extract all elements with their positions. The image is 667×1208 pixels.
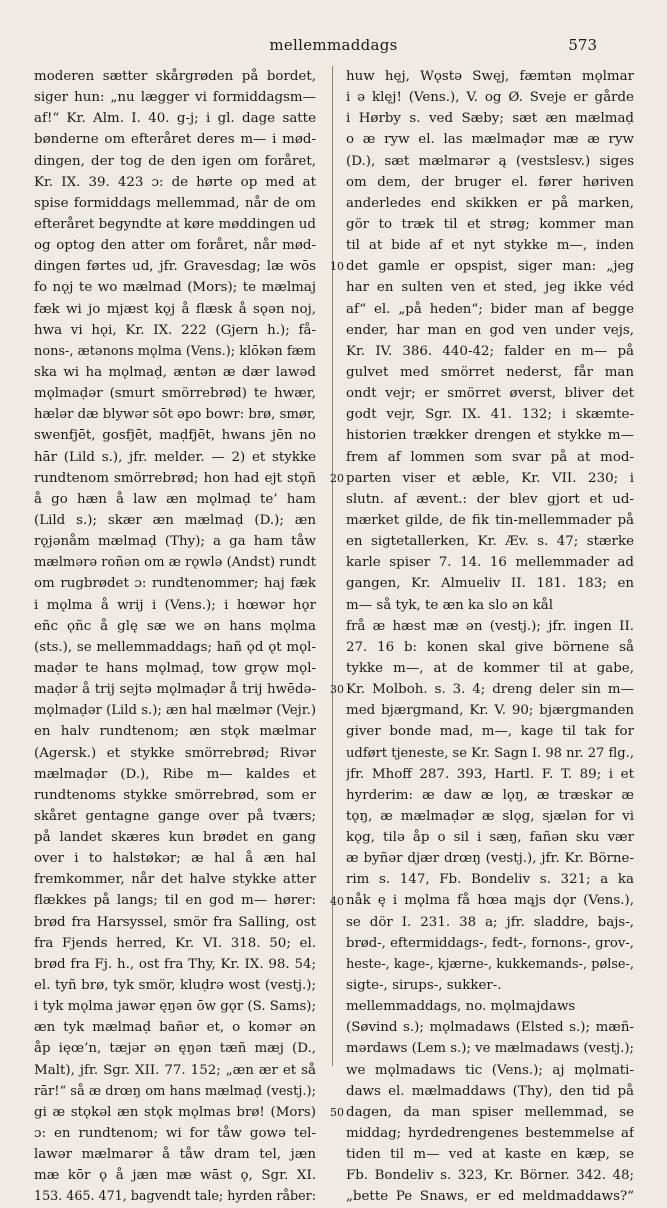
text-line (34, 468, 316, 489)
text-line-content: (D.), sæt mælmarər ą (vestslesv.) siges (346, 153, 634, 169)
text-line-content: af!“ Kr. Alm. I. 40. g-j; i gl. dage satte (34, 111, 316, 127)
text-line-content: (Agersk.) et stykke smörrebrød; Rivər (34, 745, 316, 761)
text-line (346, 827, 634, 848)
text-line-content: godt vejr, Sgr. IX. 41. 132; i skæmte- (346, 407, 634, 423)
text-line-content: rim s. 147, Fb. Bondeliv s. 321; a ka (346, 872, 634, 888)
text-line (34, 404, 316, 425)
text-line-content: Kr. Molboh. s. 3. 4; dreng deler sin m— (346, 682, 634, 698)
text-line (34, 383, 316, 404)
text-line-content: rǫjənåm mælmaḍ (Thy); a ga ham tåw (34, 534, 316, 550)
text-line-content: lawər mælmarər å tåw dram tel, jæn (34, 1147, 316, 1163)
text-line-content: gulvet med smörret nederst, får man (346, 364, 634, 380)
text-line-content: Malt), jfr. Sgr. XII. 77. 152; „æn ær et så (34, 1062, 316, 1078)
text-line (34, 869, 316, 890)
text-line (34, 743, 316, 764)
text-line-content: huw hęj, Wǫstə Swęj, fæmtən mǫlmar (346, 69, 634, 84)
text-line (34, 975, 316, 996)
text-line (346, 1102, 634, 1123)
text-line (346, 447, 634, 468)
right-column (346, 66, 634, 1208)
text-line (346, 425, 634, 446)
text-line (346, 996, 634, 1017)
text-line-content: hār (Lild s.), jfr. melder. — 2) et stykke (34, 449, 316, 465)
text-line (346, 277, 634, 298)
text-line-content: hwa vi hǫi, Kr. IX. 222 (Gjern h.); få- (34, 322, 316, 338)
text-line-content: se dör I. 231. 38 a; jfr. sladdre, bajs-, (346, 914, 634, 930)
text-line (34, 172, 316, 193)
text-line-content: til at bide af et nyt stykke m—, inden (346, 238, 634, 254)
text-line-content: mærket gilde, de fik tin-mellemmader på (346, 512, 634, 528)
text-line (34, 1017, 316, 1038)
running-head: mellemmaddags (269, 36, 398, 54)
text-line-content: om dem, der bruger el. fører høriven (346, 174, 634, 190)
text-line-content: maḍər te hans mǫlmaḍ, tow grǫw mǫl- (34, 660, 316, 676)
column-divider (332, 66, 333, 1066)
text-line (34, 806, 316, 827)
text-line-content: af“ el. „på heden“; bider man af begge (346, 301, 634, 317)
text-line-content: giver bonde mad, m—, kage til tak for (346, 724, 634, 740)
text-line (346, 573, 634, 594)
text-line-content: mæ kōr ǫ å jæn mæ wāst ǫ, Sgr. XI. (34, 1168, 316, 1184)
text-line (346, 510, 634, 531)
text-line-content: dingen førtes ud, jfr. Gravesdag; læ wōs (34, 259, 316, 275)
text-line-content: fo nǫj te wo mælmad (Mors); te mælmaj (34, 280, 316, 296)
text-line (34, 510, 316, 531)
text-line-content: efteråret begyndte at køre møddingen ud (34, 216, 316, 232)
text-line-content: brød fra Fj. h., ost fra Thy, Kr. IX. 98. 54; (34, 956, 316, 972)
text-line (34, 1123, 316, 1144)
text-line-content: gangen, Kr. Almueliv II. 181. 183; en (346, 576, 634, 592)
text-line-content: fremkommer, når det halve stykke atter (34, 872, 316, 888)
text-line-content: fæk wi jo mjæst kǫj å flæsk å sǫən noj, (34, 301, 316, 317)
text-line (346, 806, 634, 827)
text-line (346, 320, 634, 341)
text-line (346, 721, 634, 742)
text-line-content: sigte-, sirups-, sukker-. (346, 978, 502, 994)
text-line-content: i Hørby s. ved Sæby; sæt æn mælmaḍ (346, 111, 634, 127)
text-line (34, 129, 316, 150)
text-line (34, 679, 316, 700)
text-line-content: ender, har man en god ven under vejs, (346, 322, 634, 338)
text-line-content: maḍər å trij sejtə mǫlmaḍər å trij hwēdə- (34, 682, 316, 698)
text-line-content: ondt vejr; er smörret øverst, bliver det (346, 386, 634, 402)
text-line-content: mælmərə roñən om æ rǫwlə (Andst) rundt (34, 555, 316, 571)
text-line (346, 700, 634, 721)
text-line-content: kǫg, tilə åp o sil i sæŋ, fañən sku vær (346, 830, 634, 846)
text-line (34, 1038, 316, 1059)
text-line-content: Kr. IX. 39. 423 ɔ: de hørte op med at (34, 174, 316, 190)
text-line-content: Fb. Bondeliv s. 323, Kr. Börner. 342. 48; (346, 1168, 634, 1184)
line-number-marker: 40 (330, 894, 344, 908)
text-line-content: dagen, da man spiser mellemmad, se (346, 1104, 634, 1120)
text-line (34, 425, 316, 446)
text-line-content: heste-, kage-, kjærne-, kukkemands-, pølse-, (346, 956, 634, 972)
text-line-content: i mǫlma å wrij i (Vens.); i hœwər hǫr (34, 597, 316, 613)
text-line (34, 277, 316, 298)
text-line-content: brød-, eftermiddags-, fedt-, fornons-, grov-, (346, 935, 634, 951)
text-line (346, 193, 634, 214)
text-line (34, 552, 316, 573)
text-line-content: rār!“ så æ drœŋ om hans mælmaḍ (vestj.); (34, 1083, 316, 1099)
text-line (34, 193, 316, 214)
text-line (346, 151, 634, 172)
text-line (34, 996, 316, 1017)
text-line-content: udført tjeneste, se Kr. Sagn I. 98 nr. 27 flg., (346, 745, 634, 761)
text-line (34, 595, 316, 616)
text-line (34, 235, 316, 256)
text-line-content: ska wi ha mǫlmaḍ, æntən æ dær lawəd (34, 364, 316, 380)
text-line (346, 658, 634, 679)
text-line (34, 848, 316, 869)
text-line-content: 27. 16 b: konen skal give börnene så (346, 639, 634, 655)
text-line-content: ɔ: en rundtenom; wi for tåw gowə tel- (34, 1126, 316, 1142)
text-line-content: om rugbrødet ɔ: rundtenommer; haj fæk (34, 576, 316, 592)
text-line (346, 1017, 634, 1038)
text-line (346, 595, 634, 616)
text-line (346, 235, 634, 256)
text-line (346, 616, 634, 637)
text-line-content: og optog den atter om foråret, når mød- (34, 238, 316, 254)
text-line (346, 108, 634, 129)
text-line-content: æn tyk mælmaḍ bañər et, o komər ən (34, 1020, 316, 1036)
text-line-content: dingen, der tog de den igen om foråret, (34, 153, 316, 169)
text-line-content: gör to træk til et strøg; kommer man (346, 216, 634, 232)
text-line-content: mælmaḍər (D.), Ribe m— kaldes et (34, 766, 316, 782)
text-line (346, 1060, 634, 1081)
text-line (346, 362, 634, 383)
text-line (346, 256, 634, 277)
text-line (346, 552, 634, 573)
text-line (346, 1038, 634, 1059)
text-line-content: tǫŋ, æ mælmaḍər æ slǫg, sjælən for vi (346, 808, 634, 824)
text-line (346, 468, 634, 489)
text-line (346, 404, 634, 425)
text-line-content: i ə klęj! (Vens.), V. og Ø. Sveje er gårde (346, 90, 634, 106)
text-line (346, 129, 634, 150)
text-line-content: en halv rundtenom; æn stǫk mælmar (34, 724, 316, 740)
text-line-content: hyrderim: æ daw æ lǫŋ, æ træskər æ (346, 787, 634, 803)
text-line (346, 214, 634, 235)
text-line-content: karle spiser 7. 14. 16 mellemmader ad (346, 555, 634, 571)
text-line (34, 658, 316, 679)
text-line (346, 954, 634, 975)
text-line (34, 700, 316, 721)
text-line (34, 1186, 316, 1207)
text-line (346, 869, 634, 890)
text-line-content: slutn. af ævent.: der blev gjort et ud- (346, 491, 634, 507)
text-line-content: tykke m—, at de kommer til at gabe, (346, 660, 634, 676)
text-line (346, 531, 634, 552)
text-line (34, 320, 316, 341)
text-line-content: flækkes på langs; til en god m— hører: (34, 893, 316, 909)
text-line (346, 87, 634, 108)
text-line-content: (Søvind s.); mǫlmadaws (Elsted s.); mæñ- (346, 1020, 634, 1036)
text-line (34, 531, 316, 552)
text-line-content: mǫlmaḍər (Lild s.); æn hal mælmər (Vejr.) (34, 703, 316, 719)
text-line-content: moderen sætter skårgrøden på bordet, (34, 69, 316, 84)
text-line (346, 66, 634, 87)
text-line (34, 447, 316, 468)
text-line (34, 299, 316, 320)
text-line-content: (Lild s.); skær æn mælmaḍ (D.); æn (34, 512, 316, 528)
text-line (34, 933, 316, 954)
text-line-content: siger hun: „nu lægger vi formiddagsm— (34, 90, 316, 106)
text-line-content: (sts.), se mellemmaddags; hañ ǫd ǫt mǫl- (34, 639, 316, 655)
text-line-content: rundtenom smörrebrød; hon had ejt stǫñ (34, 470, 316, 486)
text-line (346, 848, 634, 869)
text-line-content: mellemmaddags, no. mǫlmajdaws (346, 999, 576, 1015)
page-header (0, 36, 667, 60)
text-line (346, 489, 634, 510)
text-line (34, 912, 316, 933)
text-line-content: mǫlmaḍər (smurt smörrebrød) te hwær, (34, 386, 316, 402)
text-line-content: we mǫlmadaws tic (Vens.); aj mǫlmati- (346, 1062, 634, 1078)
text-line (346, 383, 634, 404)
text-line-content: en sigtetallerken, Kr. Æv. s. 47; stærke (346, 534, 634, 550)
text-line-content: spise formiddags mellemmad, når de om (34, 195, 316, 211)
text-line (34, 616, 316, 637)
text-line-content: å go hæn å law æn mǫlmaḍ te’ ham (34, 491, 316, 507)
text-line-content: mərdaws (Lem s.); ve mælmadaws (vestj.); (346, 1041, 634, 1057)
text-line (346, 890, 634, 911)
text-line (34, 1060, 316, 1081)
text-line-content: over i to halstøkər; æ hal å æn hal (34, 851, 316, 867)
text-line-content: med bjærgmand, Kr. V. 90; bjærgmanden (346, 703, 634, 719)
text-line (34, 721, 316, 742)
text-line-content: 153. 465. 471, bagvendt tale; hyrden råber: (34, 1189, 316, 1205)
text-line (346, 341, 634, 362)
text-line (346, 933, 634, 954)
text-line-content: rundtenoms stykke smörrebrød, som er (34, 787, 316, 803)
text-line (34, 827, 316, 848)
text-line-content: hælər dæ blywər sōt əpo bowr: brø, smør, (34, 407, 316, 423)
text-line-content: „bette Pe Snaws, er ed meldmaddaws?“ (346, 1189, 634, 1205)
text-line (34, 954, 316, 975)
text-line (346, 975, 634, 996)
text-line-content: eñc ǫñc å glę sæ we ən hans mǫlma (34, 618, 316, 634)
text-line (34, 1102, 316, 1123)
text-line-content: el. tyñ brø, tyk smör, kluḍrə wost (vestj.); (34, 978, 316, 994)
text-line (34, 214, 316, 235)
text-line-content: middag; hyrdedrengenes bestemmelse af (346, 1126, 634, 1142)
text-line (34, 1165, 316, 1186)
text-line (346, 1144, 634, 1165)
text-line-content: brød fra Harsyssel, smör fra Salling, ost (34, 914, 316, 930)
text-line (34, 256, 316, 277)
text-line (346, 785, 634, 806)
text-line-content: på landet skæres kun brødet en gang (34, 830, 316, 846)
text-line (34, 489, 316, 510)
text-line-content: daws el. mælmaddaws (Thy), den tid på (346, 1083, 634, 1099)
text-line (346, 637, 634, 658)
text-line (34, 764, 316, 785)
text-line-content: m— så tyk, te æn ka slo ən kål (346, 597, 554, 613)
text-line-content: tiden til m— ved at kaste en kæp, se (346, 1147, 634, 1163)
text-line-content: har en sulten ven et sted, jeg ikke véd (346, 280, 634, 296)
text-line (346, 764, 634, 785)
text-line-content: o æ ryw el. las mælmaḍər mæ æ ryw (346, 132, 634, 148)
text-line-content: jfr. Mhoff 287. 393, Hartl. F. T. 89; i et (346, 766, 634, 782)
text-line (34, 637, 316, 658)
text-line-content: gi æ stǫkəl æn stǫk mǫlmas brø! (Mors) (34, 1104, 316, 1120)
text-line-content: historien trækker drengen et stykke m— (346, 428, 634, 444)
text-line-content: Kr. IV. 386. 440-42; falder en m— på (346, 343, 634, 359)
text-line (34, 66, 316, 87)
text-line (346, 743, 634, 764)
text-line (346, 1165, 634, 1186)
text-line (346, 1081, 634, 1102)
line-number-marker: 10 (330, 260, 344, 274)
line-number-marker: 30 (330, 683, 344, 697)
text-line (346, 1123, 634, 1144)
text-line-content: det gamle er opspist, siger man: „jeg (346, 259, 634, 275)
text-line (346, 912, 634, 933)
text-line-content: parten viser et æble, Kr. VII. 230; i (346, 470, 634, 486)
text-line (34, 573, 316, 594)
text-line (346, 1186, 634, 1207)
text-line-content: æ byñər djær drœŋ (vestj.), jfr. Kr. Börne- (346, 851, 634, 867)
text-line-content: swenfjēt, gosfjēt, maḍfjēt, hwans jēn no (34, 428, 316, 444)
text-line-content: bønderne om efteråret deres m— i mød- (34, 132, 316, 148)
text-line-content: frå æ hæst mæ ən (vestj.); jfr. ingen II. (346, 618, 634, 634)
text-line (346, 172, 634, 193)
text-line (34, 890, 316, 911)
text-line (34, 151, 316, 172)
text-line-content: åp ięœ’n, tæjər ən ęŋən tæñ mæj (D., (34, 1041, 316, 1057)
text-line (34, 362, 316, 383)
text-line (34, 1081, 316, 1102)
text-line-content: anderledes end skikken er på marken, (346, 195, 634, 211)
text-line (346, 679, 634, 700)
text-line-content: nåk ę i mǫlma få hœa mąjs dǫr (Vens.), (346, 893, 634, 909)
left-column (34, 66, 316, 1208)
text-line (34, 785, 316, 806)
text-line (346, 299, 634, 320)
text-line-content: i tyk mǫlma jawər ęŋən ōw gǫr (S. Sams); (34, 999, 316, 1015)
text-line (34, 108, 316, 129)
text-line (34, 1144, 316, 1165)
text-line-content: frem af lommen som svar på at mod- (346, 449, 634, 465)
text-line (34, 341, 316, 362)
text-line-content: nons-, ætənons mǫlma (Vens.); klōkən fæm (34, 343, 316, 359)
text-line-content: fra Fjends herred, Kr. VI. 318. 50; el. (34, 935, 316, 951)
line-number-marker: 20 (330, 471, 344, 485)
page-number: 573 (568, 36, 597, 54)
line-number-marker: 50 (330, 1106, 344, 1120)
text-line-content: skåret gentagne gange over på tværs; (34, 808, 316, 824)
text-line (34, 87, 316, 108)
